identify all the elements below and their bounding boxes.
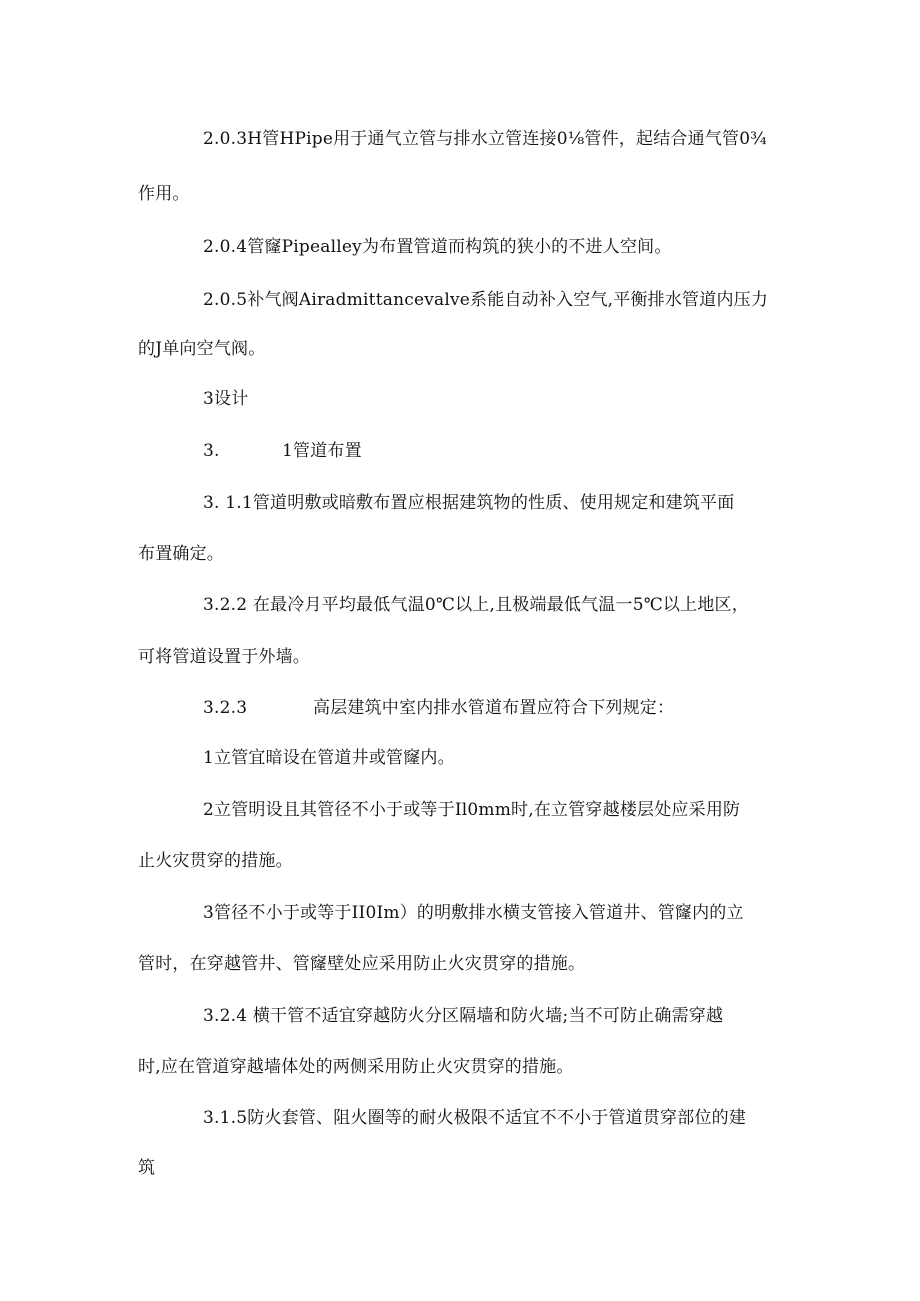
list-item-3-cont: 管时，在穿越管井、管窿壁处应采用防止火灾贯穿的措施。	[138, 954, 586, 974]
text-line-3-1-1-cont: 布置确定。	[138, 544, 224, 564]
list-item-2: 2立管明设且其管径不小于或等于Il0mm时,在立管穿越楼层处应采用防	[203, 800, 741, 820]
section-heading-3: 3设计	[203, 389, 249, 409]
text-line-3-2-4: 3.2.4 横干管不适宜穿越防火分区隔墙和防火墙;当不可防止确需穿越	[203, 1006, 724, 1026]
text-line-2-0-4: 2.0.4管窿Pipealley为布置管道而构筑的狭小的不进人空间。	[203, 237, 672, 257]
text-line-3-1-1: 3. 1.1管道明敷或暗敷布置应根据建筑物的性质、使用规定和建筑平面	[203, 493, 735, 513]
section-heading-3-1: 1管道布置	[282, 441, 362, 461]
section-number-3-1: 3.	[203, 441, 220, 461]
list-item-3: 3管径不小于或等于II0Im）的明敷排水横支管接入管道井、管窿内的立	[203, 903, 744, 923]
text-line-2-0-5: 2.0.5补气阀Airadmittancevalve系能自动补入空气,平衡排水管道内压力	[203, 290, 769, 310]
text-line-2-0-3: 2.0.3H管HPipe用于通气立管与排水立管连接0⅛管件，起结合通气管0¾	[203, 129, 767, 149]
text-line-3-2-2-cont: 可将管道设置于外墙。	[138, 647, 310, 667]
text-line-3-1-5: 3.1.5防火套管、阻火圈等的耐火极限不适宜不不小于管道贯穿部位的建	[203, 1108, 747, 1128]
text-line-3-2-2: 3.2.2 在最冷月平均最低气温0℃以上,且极端最低气温一5℃以上地区，	[203, 595, 749, 615]
list-item-2-cont: 止火灾贯穿的措施。	[138, 851, 293, 871]
text-line-3-1-5-cont: 筑	[138, 1158, 156, 1178]
text-line-3-2-4-cont: 时,应在管道穿越墙体处的两侧采用防止火灾贯穿的措施。	[138, 1057, 574, 1077]
text-line-2-0-5-cont: 的J单向空气阀。	[138, 339, 266, 359]
text-line-2-0-3-cont: 作用。	[138, 184, 190, 204]
section-number-3-2-3: 3.2.3	[203, 698, 248, 718]
text-line-3-2-3: 高层建筑中室内排水管道布置应符合下列规定：	[313, 698, 675, 718]
list-item-1: 1立管宜暗设在管道井或管窿内。	[203, 748, 455, 768]
